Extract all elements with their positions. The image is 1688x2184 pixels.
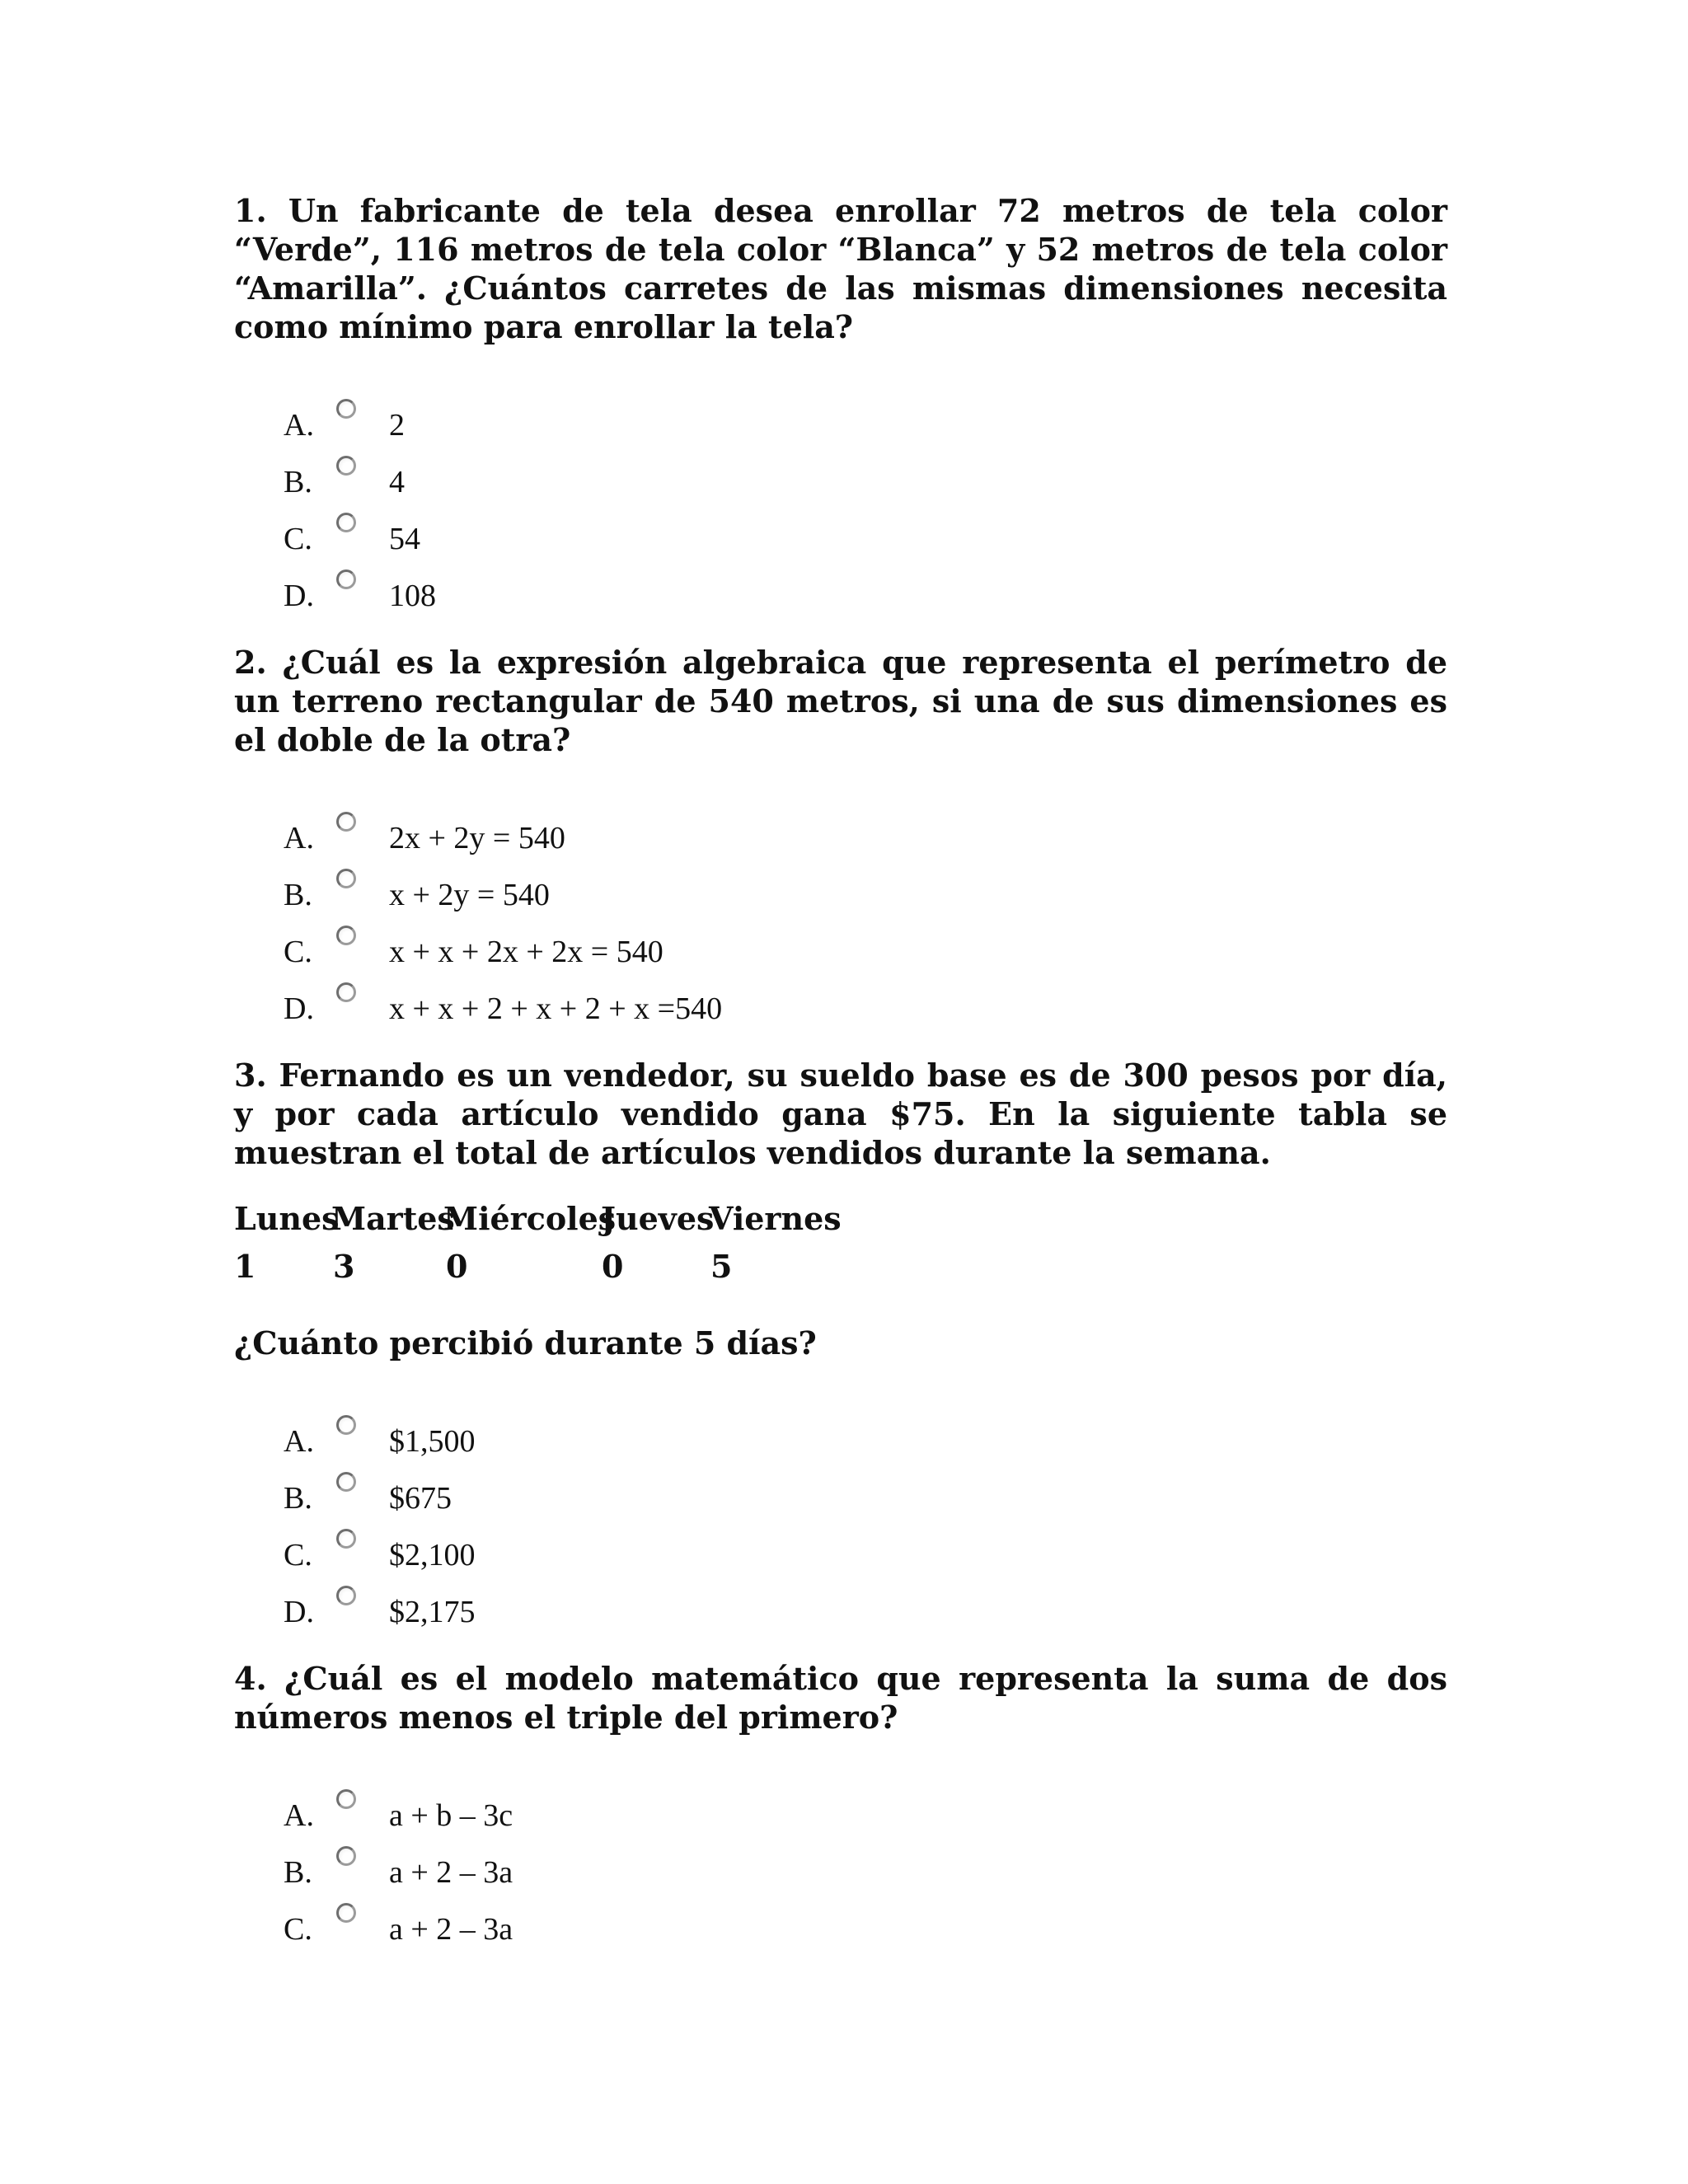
option-text: 2x + 2y = 540 [389, 821, 565, 855]
option-text: 4 [389, 465, 405, 499]
radio-button[interactable] [336, 926, 356, 945]
option-letter: A. [284, 821, 314, 855]
option-letter: C. [284, 1538, 312, 1572]
table-header-miercoles: Miércoles [443, 1200, 617, 1237]
option-letter: D. [284, 991, 314, 1026]
table-header-lunes: Lunes [234, 1200, 340, 1237]
radio-button[interactable] [336, 982, 356, 1002]
answer-options [234, 810, 1447, 1038]
radio-button[interactable] [336, 1586, 356, 1605]
option-letter: D. [284, 579, 314, 613]
radio-button[interactable] [336, 1472, 356, 1492]
option-c[interactable] [234, 1527, 1447, 1584]
option-text: x + 2y = 540 [389, 878, 550, 912]
radio-button[interactable] [336, 1903, 356, 1923]
option-letter: C. [284, 935, 312, 969]
option-a[interactable] [234, 1788, 1447, 1844]
radio-button[interactable] [336, 513, 356, 532]
option-letter: A. [284, 1424, 314, 1459]
option-text: a + 2 – 3a [389, 1855, 513, 1890]
table-header-jueves: Jueves [601, 1200, 715, 1237]
option-b[interactable] [234, 1470, 1447, 1527]
option-d[interactable] [234, 981, 1447, 1038]
option-text: $2,175 [389, 1595, 476, 1629]
radio-button[interactable] [336, 456, 356, 476]
option-c[interactable] [234, 1901, 1447, 1958]
answer-options [234, 1788, 1447, 1958]
option-letter: C. [284, 522, 312, 556]
option-letter: D. [284, 1595, 314, 1629]
table-cell-miercoles: 0 [446, 1248, 468, 1285]
radio-button[interactable] [336, 1415, 356, 1435]
option-letter: B. [284, 1481, 312, 1516]
option-text: a + b – 3c [389, 1798, 513, 1833]
option-d[interactable] [234, 568, 1447, 625]
question-text: 3. Fernando es un vendedor, su sueldo base es de 300 pesos por día, y por cada artículo vendido gana $75. En la siguiente tabla se muestran el total de artículos vendidos durante la semana. [234, 1057, 1447, 1171]
radio-button[interactable] [336, 569, 356, 589]
option-b[interactable] [234, 454, 1447, 511]
option-c[interactable] [234, 924, 1447, 981]
option-text: x + x + 2x + 2x = 540 [389, 935, 663, 969]
option-text: 108 [389, 579, 436, 613]
option-letter: B. [284, 1855, 312, 1890]
option-text: $1,500 [389, 1424, 476, 1459]
option-c[interactable] [234, 511, 1447, 568]
table-cell-jueves: 0 [602, 1248, 624, 1285]
subquestion-text: ¿Cuánto percibió durante 5 días? [234, 1324, 817, 1361]
quiz-page [234, 191, 1447, 1958]
question-3 [234, 1056, 1447, 1641]
option-text: a + 2 – 3a [389, 1912, 513, 1947]
question-4 [234, 1659, 1447, 1958]
option-letter: A. [284, 408, 314, 443]
radio-button[interactable] [336, 1789, 356, 1809]
radio-button[interactable] [336, 869, 356, 888]
option-a[interactable] [234, 810, 1447, 867]
option-text: x + x + 2 + x + 2 + x =540 [389, 991, 723, 1026]
option-d[interactable] [234, 1584, 1447, 1641]
table-cell-lunes: 1 [234, 1248, 256, 1285]
sales-table [234, 1200, 1447, 1291]
radio-button[interactable] [336, 1529, 356, 1549]
table-cell-martes: 3 [333, 1248, 355, 1285]
option-b[interactable] [234, 867, 1447, 924]
option-text: 54 [389, 522, 420, 556]
option-a[interactable] [234, 397, 1447, 454]
option-text: $675 [389, 1481, 452, 1516]
radio-button[interactable] [336, 812, 356, 832]
answer-options [234, 1413, 1447, 1641]
question-text: 2. ¿Cuál es la expresión algebraica que representa el perímetro de un terreno rectangular de 540 metros, si una de sus dimensiones es el doble de la otra? [234, 644, 1447, 758]
option-letter: B. [284, 878, 312, 912]
answer-options [234, 397, 1447, 625]
question-1 [234, 191, 1447, 625]
option-b[interactable] [234, 1844, 1447, 1901]
option-letter: C. [284, 1912, 312, 1947]
question-text: 1. Un fabricante de tela desea enrollar 72 metros de tela color “Verde”, 116 metros de tela color “Blanca” y 52 metros de tela color “Amarilla”. ¿Cuántos carretes de las mismas dimensiones necesita como mínimo para enrollar la tela? [234, 192, 1447, 345]
radio-button[interactable] [336, 399, 356, 419]
option-letter: A. [284, 1798, 314, 1833]
option-text: $2,100 [389, 1538, 476, 1572]
option-a[interactable] [234, 1413, 1447, 1470]
option-text: 2 [389, 408, 405, 443]
question-text: 4. ¿Cuál es el modelo matemático que representa la suma de dos números menos el triple del primero? [234, 1660, 1447, 1736]
option-letter: B. [284, 465, 312, 499]
question-2 [234, 643, 1447, 1038]
radio-button[interactable] [336, 1846, 356, 1866]
table-header-viernes: Viernes [709, 1200, 842, 1237]
table-header-martes: Martes [331, 1200, 455, 1237]
table-cell-viernes: 5 [710, 1248, 733, 1285]
